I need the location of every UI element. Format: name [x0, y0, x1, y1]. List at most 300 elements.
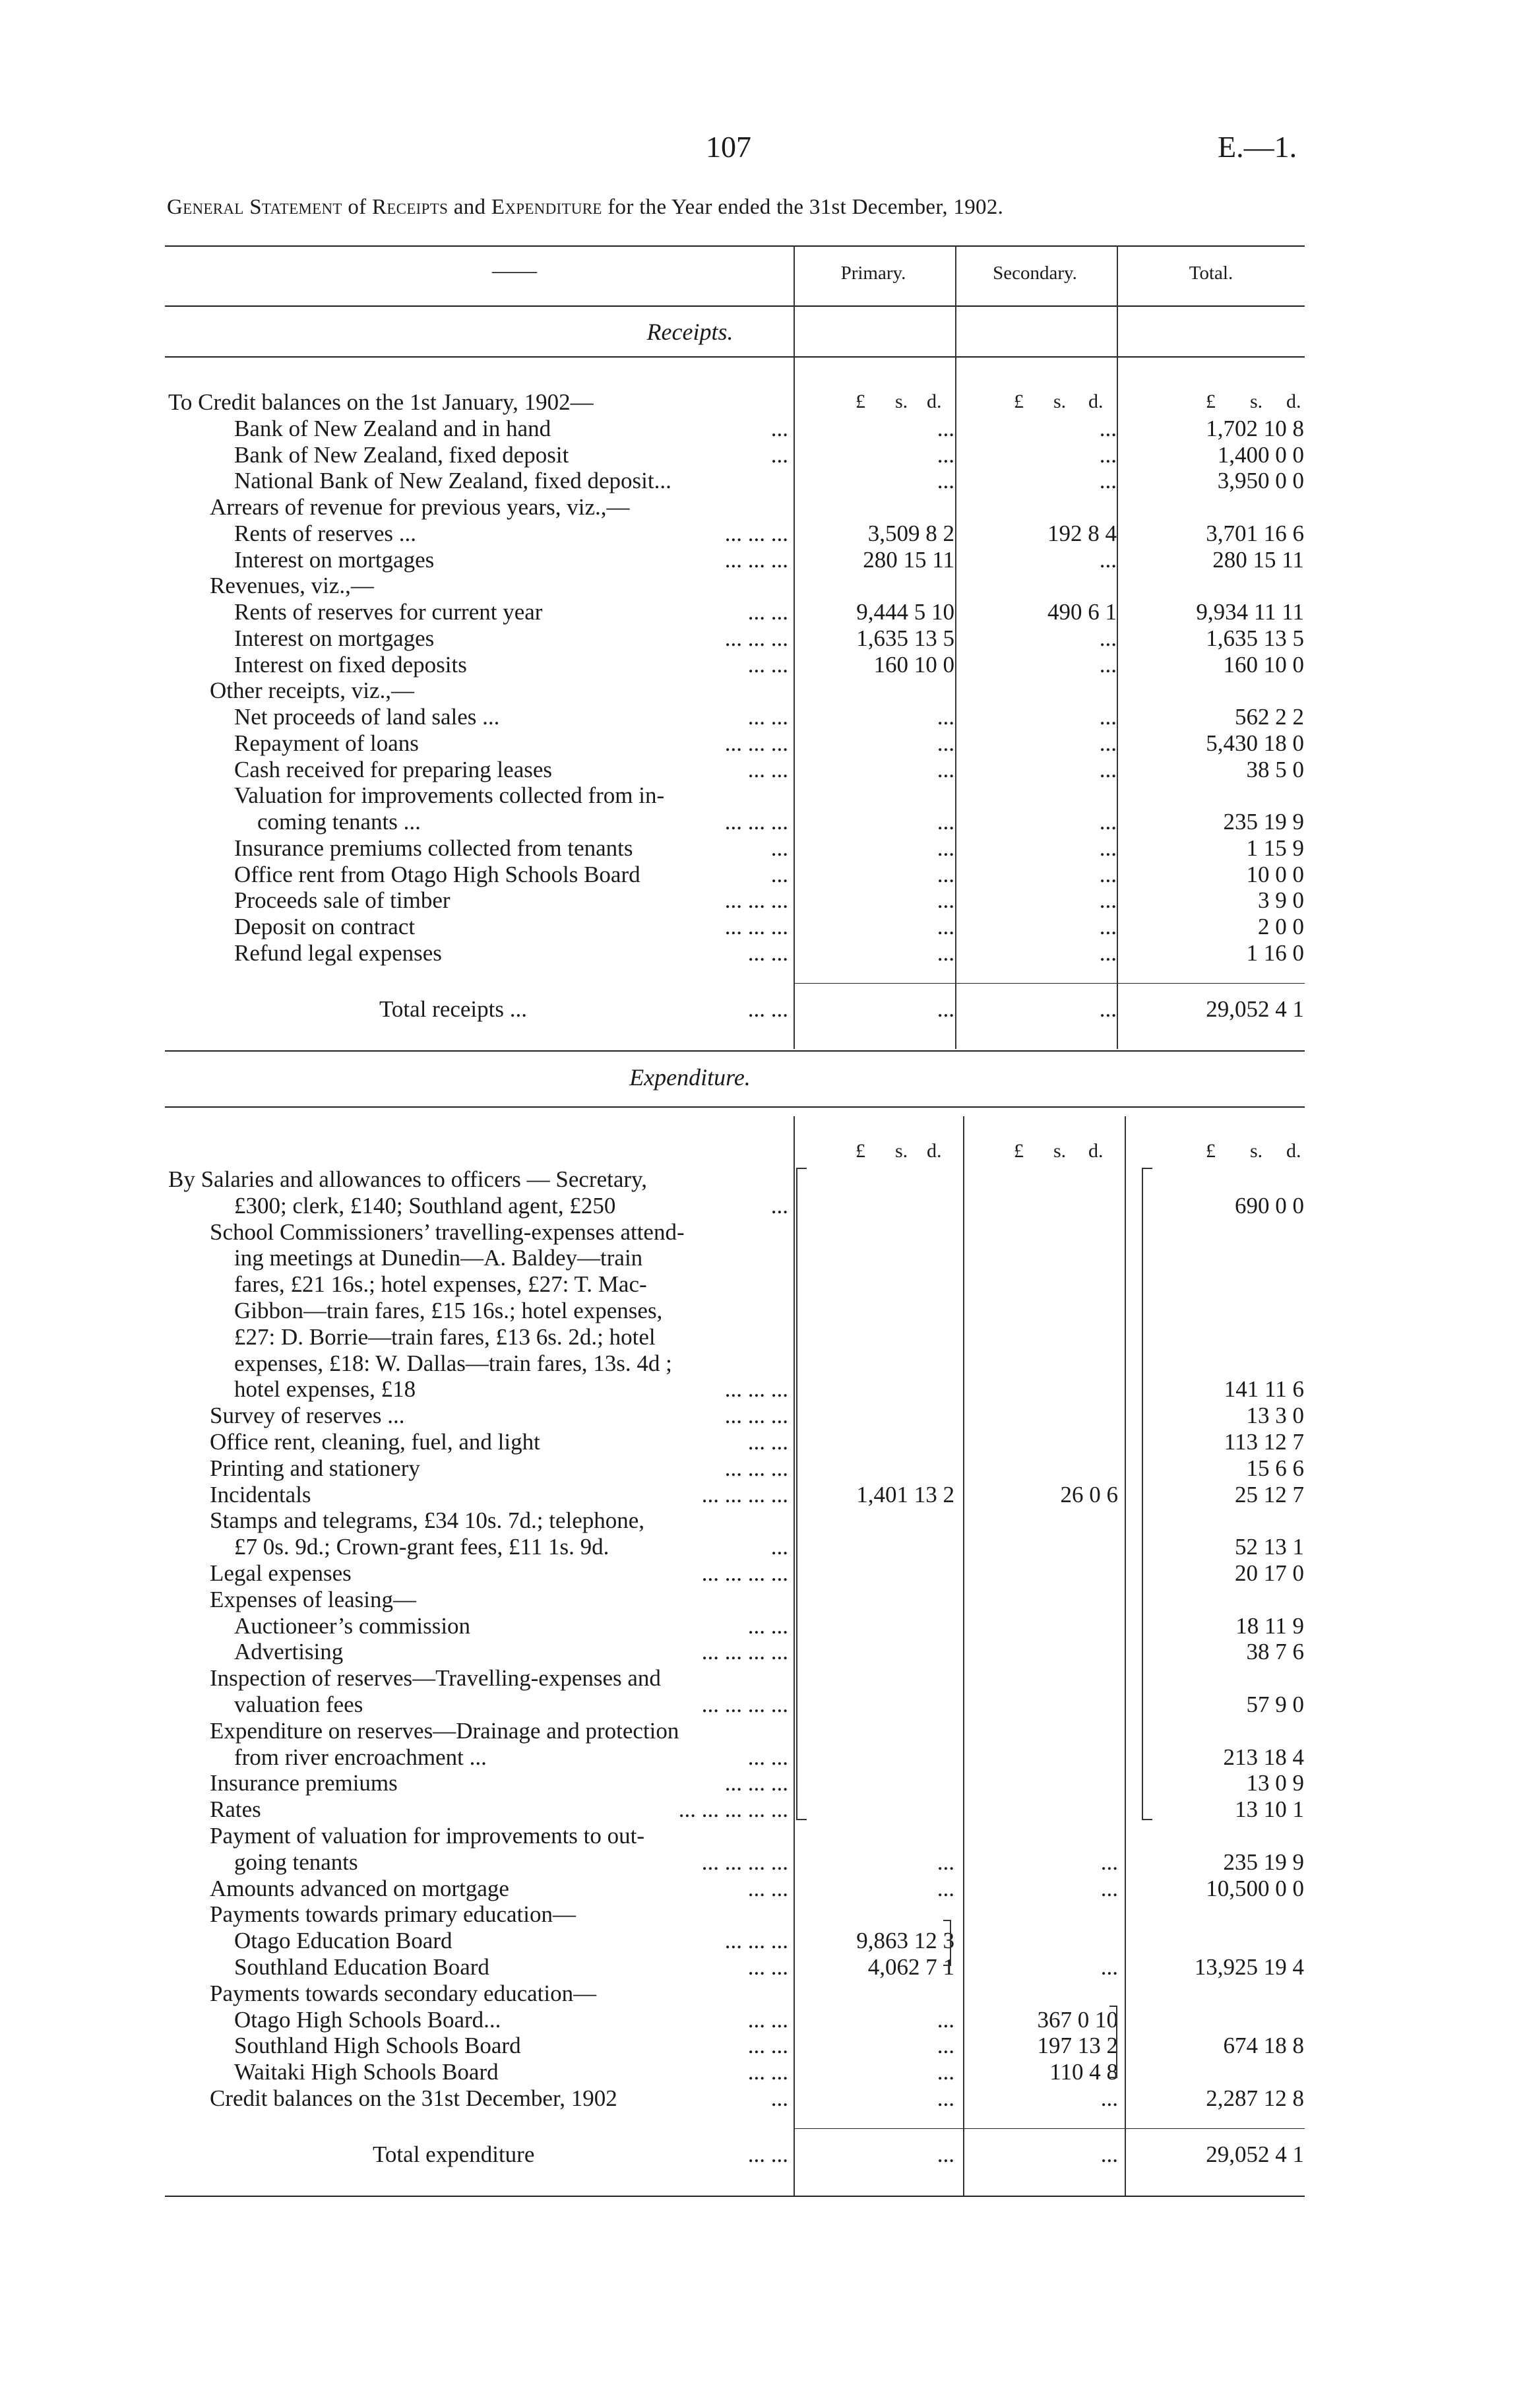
table-bottom-rule	[165, 2196, 1305, 2197]
primary-group-brace	[796, 1168, 807, 1820]
secondary-amount: ...	[1099, 468, 1117, 494]
total-amount: 3,950 0 0	[1217, 468, 1304, 494]
title-word: Expenditure	[491, 195, 602, 219]
receipts-unit-label: d.	[927, 391, 942, 412]
expenditure-unit-label: d.	[1286, 1140, 1301, 1162]
leader-dots: ... ...	[747, 704, 788, 730]
total-amount: 235 19 9	[1223, 1849, 1304, 1875]
row-label: Repayment of loans	[234, 730, 419, 756]
total-amount: 13 0 9	[1246, 1770, 1304, 1796]
row-label: Rents of reserves for current year	[234, 599, 543, 625]
leader-dots: ... ... ...	[724, 809, 788, 835]
column-rule-total-receipts	[1117, 245, 1118, 1049]
row-label: Gibbon—train fares, £15 16s.; hotel expenses,	[234, 1298, 663, 1323]
total-amount: 3,701 16 6	[1206, 520, 1304, 546]
leader-dots: ... ...	[747, 2141, 788, 2167]
leader-dots: ...	[770, 441, 788, 468]
expenditure-heading-rule	[165, 1106, 1305, 1108]
table-row	[0, 1193, 1527, 1219]
total-amount: 20 17 0	[1235, 1560, 1304, 1586]
table-row	[0, 468, 1527, 494]
secondary-amount: ...	[1099, 861, 1117, 887]
leader-dots: ... ...	[747, 939, 788, 966]
leader-dots: ... ...	[747, 2033, 788, 2059]
secondary-amount: ...	[1099, 704, 1117, 730]
row-label: Other receipts, viz.,—	[210, 678, 415, 704]
primary-amount: 4,062 7 1	[867, 1954, 954, 1980]
row-label: expenses, £18: W. Dallas—train fares, 13s. 4d ;	[234, 1350, 672, 1376]
total-amount: 141 11 6	[1224, 1376, 1304, 1403]
row-label: Rates	[210, 1796, 261, 1823]
total-amount: 1 16 0	[1246, 939, 1304, 966]
table-row	[0, 1219, 1527, 1246]
table-row	[0, 521, 1527, 547]
row-label: Legal expenses	[210, 1560, 352, 1586]
leader-dots: ... ...	[747, 756, 788, 782]
row-label: School Commissioners’ travelling-expenses attend-	[210, 1219, 685, 1245]
secondary-amount: 490 6 1	[1047, 599, 1117, 625]
secondary-total: ...	[1100, 2141, 1118, 2167]
total-amount: 1 15 9	[1246, 835, 1304, 861]
header-rule	[165, 305, 1305, 307]
table-row	[0, 625, 1527, 652]
receipts-unit-label: £	[1014, 391, 1024, 412]
table-row	[0, 914, 1527, 940]
secondary-amount: 192 8 4	[1047, 520, 1117, 546]
total-amount: 1,635 13 5	[1206, 625, 1304, 651]
primary-amount: ...	[937, 2033, 954, 2059]
primary-amount: 1,635 13 5	[856, 625, 954, 651]
total-amount: 38 7 6	[1246, 1639, 1304, 1665]
table-row	[0, 2059, 1527, 2085]
receipts-end-rule	[165, 1050, 1305, 1052]
row-label: By Salaries and allowances to officers — Secretary,	[168, 1166, 647, 1192]
secondary-amount: ...	[1099, 756, 1117, 782]
leader-dots: ... ... ... ...	[701, 1639, 788, 1665]
leader-dots: ... ... ...	[724, 1376, 788, 1403]
secondary-amount: 110 4 8	[1049, 2059, 1118, 2085]
primary-amount: 1,401 13 2	[856, 1481, 954, 1507]
primary-amount: ...	[937, 861, 954, 887]
total-row	[0, 996, 1527, 1023]
secondary-amount: ...	[1099, 415, 1117, 441]
table-row	[0, 1980, 1527, 2007]
leader-dots: ... ...	[747, 1612, 788, 1639]
blank-column-header: ——	[492, 259, 537, 283]
table-row	[0, 940, 1527, 966]
table-row	[0, 1298, 1527, 1324]
primary-amount: ...	[937, 809, 954, 835]
receipts-unit-label: s.	[1250, 391, 1263, 412]
secondary-amount: ...	[1099, 441, 1117, 468]
total-amount: 113 12 7	[1224, 1429, 1304, 1455]
leader-dots: ... ... ... ...	[701, 1849, 788, 1875]
total-amount: 13 10 1	[1235, 1796, 1304, 1823]
row-label: Otago High Schools Board...	[234, 2006, 501, 2033]
primary-total: ...	[937, 2141, 954, 2167]
table-row	[0, 1560, 1527, 1587]
secondary-amount: 197 13 2	[1037, 2033, 1118, 2059]
row-label: Otago Education Board	[234, 1928, 452, 1954]
table-row	[0, 1823, 1527, 1849]
leader-dots: ...	[770, 1534, 788, 1560]
leader-dots: ... ... ...	[724, 1928, 788, 1954]
row-label: Interest on mortgages	[234, 546, 435, 573]
row-label: Payments towards primary education—	[210, 1901, 577, 1928]
grand-total: 29,052 4 1	[1206, 996, 1304, 1022]
leader-dots: ... ...	[747, 996, 788, 1022]
leader-dots: ... ... ...	[724, 520, 788, 546]
leader-dots: ... ... ... ...	[701, 1560, 788, 1586]
total-amount: 57 9 0	[1246, 1692, 1304, 1717]
table-row	[0, 1403, 1527, 1429]
row-label: Bank of New Zealand, fixed deposit	[234, 441, 569, 468]
total-amount: 690 0 0	[1235, 1192, 1304, 1219]
table-row	[0, 1507, 1527, 1534]
table-row	[0, 547, 1527, 573]
table-row	[0, 2007, 1527, 2033]
total-label: Total receipts ...	[379, 996, 527, 1022]
table-row	[0, 678, 1527, 704]
total-amount: 1,702 10 8	[1206, 415, 1304, 441]
table-row	[0, 1455, 1527, 1482]
leader-dots: ... ...	[747, 651, 788, 678]
table-row	[0, 573, 1527, 599]
secondary-amount: ...	[1099, 887, 1117, 914]
table-row	[0, 1692, 1527, 1718]
statement-title	[167, 195, 1003, 220]
row-label: Valuation for improvements collected from in-	[234, 782, 665, 809]
expenditure-unit-label: £	[856, 1140, 865, 1162]
table-row	[0, 1482, 1527, 1508]
secondary-amount: 26 0 6	[1060, 1481, 1118, 1507]
column-rule-secondary-receipts	[955, 245, 956, 1049]
table-row	[0, 1587, 1527, 1613]
row-label: Payments towards secondary education—	[210, 1980, 597, 2006]
table-row	[0, 835, 1527, 862]
row-label: £27: D. Borrie—train fares, £13 6s. 2d.; hotel	[234, 1323, 656, 1350]
secondary-amount: ...	[1099, 546, 1117, 573]
table-row	[0, 389, 1527, 416]
total-amount: 2 0 0	[1258, 914, 1304, 939]
primary-amount: ...	[937, 887, 954, 914]
primary-amount: ...	[937, 730, 954, 756]
primary-amount: ...	[937, 1875, 954, 1901]
row-label: Southland High Schools Board	[234, 2033, 521, 2059]
total-amount: 10,500 0 0	[1206, 1875, 1304, 1901]
table-row	[0, 1639, 1527, 1665]
primary-amount: ...	[937, 415, 954, 441]
leader-dots: ... ...	[747, 1429, 788, 1455]
table-row	[0, 1718, 1527, 1744]
table-row	[0, 1376, 1527, 1403]
secondary-amount: ...	[1099, 914, 1117, 939]
leader-dots: ...	[770, 415, 788, 441]
parliamentary-paper-code: E.—1.	[1218, 130, 1297, 164]
leader-dots: ... ... ...	[724, 1403, 788, 1429]
expenditure-unit-label: d.	[1088, 1140, 1104, 1162]
expenditure-heading: Expenditure.	[629, 1064, 751, 1091]
row-label: coming tenants ...	[257, 809, 421, 835]
total-amount: 2,287 12 8	[1206, 2085, 1304, 2111]
row-label: National Bank of New Zealand, fixed deposit...	[234, 468, 671, 494]
table-row	[0, 1429, 1527, 1455]
leader-dots: ... ... ...	[724, 730, 788, 756]
leader-dots: ... ...	[747, 2059, 788, 2085]
primary-amount: ...	[937, 441, 954, 468]
table-row	[0, 599, 1527, 625]
leader-dots: ...	[770, 2085, 788, 2111]
grand-total: 29,052 4 1	[1206, 2141, 1304, 2167]
table-row	[0, 782, 1527, 809]
total-amount: 18 11 9	[1235, 1612, 1304, 1639]
total-row	[0, 2141, 1527, 2168]
table-row	[0, 1166, 1527, 1193]
secondary-amount: ...	[1099, 939, 1117, 966]
secondary-total: ...	[1099, 996, 1117, 1022]
row-label: £300; clerk, £140; Southland agent, £250	[234, 1192, 616, 1219]
expenditure-unit-label: s.	[1250, 1140, 1263, 1162]
total-amount: 3 9 0	[1258, 887, 1304, 914]
column-rule-total-expenditure	[1125, 1116, 1126, 2196]
receipts-unit-label: s.	[895, 391, 908, 412]
table-row	[0, 1271, 1527, 1298]
receipts-unit-label: £	[856, 391, 865, 412]
table-row	[0, 1849, 1527, 1876]
total-amount: 674 18 8	[1223, 2033, 1304, 2059]
primary-amount: 9,863 12 3	[856, 1928, 954, 1954]
row-label: Advertising	[234, 1639, 344, 1665]
column-rule-secondary-expenditure	[963, 1116, 964, 2196]
receipts-unit-label: £	[1206, 391, 1216, 412]
expenditure-unit-label: d.	[927, 1140, 942, 1162]
row-label: Interest on fixed deposits	[234, 651, 467, 678]
row-label: Southland Education Board	[234, 1954, 489, 1980]
row-label: Cash received for preparing leases	[234, 756, 553, 782]
title-word: and	[453, 195, 486, 219]
primary-amount: 3,509 8 2	[867, 520, 954, 546]
primary-amount: 9,444 5 10	[856, 599, 954, 625]
secondary-amount: ...	[1100, 1954, 1118, 1980]
table-top-rule	[165, 245, 1305, 247]
secondary-amount: ...	[1099, 730, 1117, 756]
table-row	[0, 809, 1527, 835]
row-label: Refund legal expenses	[234, 939, 442, 966]
leader-dots: ... ...	[747, 1744, 788, 1770]
primary-amount: ...	[937, 704, 954, 730]
row-label: Credit balances on the 31st December, 1902	[210, 2085, 617, 2111]
total-amount: 25 12 7	[1235, 1481, 1304, 1507]
leader-dots: ... ... ... ... ...	[678, 1796, 788, 1823]
table-row	[0, 1665, 1527, 1692]
total-amount: 235 19 9	[1223, 809, 1304, 835]
leader-dots: ... ...	[747, 1954, 788, 1980]
row-label: Proceeds sale of timber	[234, 887, 451, 914]
row-label: Survey of reserves ...	[210, 1403, 405, 1429]
primary-amount: ...	[937, 1849, 954, 1875]
title-word: Receipts	[372, 195, 449, 219]
table-row	[0, 1928, 1527, 1954]
row-label: valuation fees	[234, 1692, 363, 1717]
leader-dots: ...	[770, 861, 788, 887]
row-label: Inspection of reserves—Travelling-expenses and	[210, 1665, 661, 1692]
total-amount: 9,934 11 11	[1196, 599, 1304, 625]
total-amount: 15 6 6	[1246, 1455, 1304, 1481]
row-label: Insurance premiums collected from tenants	[234, 835, 633, 861]
table-row	[0, 442, 1527, 468]
table-row	[0, 1350, 1527, 1377]
row-label: Bank of New Zealand and in hand	[234, 415, 551, 441]
secondary-amount: 367 0 10	[1037, 2006, 1118, 2033]
leader-dots: ... ... ...	[724, 1770, 788, 1796]
row-label: To Credit balances on the 1st January, 1902—	[168, 389, 594, 415]
table-row	[0, 494, 1527, 521]
row-label: £7 0s. 9d.; Crown-grant fees, £11 1s. 9d.	[234, 1534, 609, 1560]
row-label: Interest on mortgages	[234, 625, 435, 651]
total-amount: 562 2 2	[1235, 704, 1304, 730]
row-label: Amounts advanced on mortgage	[210, 1875, 509, 1901]
row-label: Payment of valuation for improvements to out-	[210, 1823, 645, 1849]
table-row	[0, 1613, 1527, 1639]
title-word: Statement	[249, 195, 342, 219]
primary-amount: 280 15 11	[863, 546, 954, 573]
table-row	[0, 730, 1527, 757]
primary-amount: ...	[937, 914, 954, 939]
expenditure-unit-label: £	[1206, 1140, 1216, 1162]
row-label: Rents of reserves ...	[234, 520, 417, 546]
total-label: Total expenditure	[373, 2141, 535, 2167]
leader-dots: ... ...	[747, 1875, 788, 1901]
table-row	[0, 757, 1527, 783]
secondary-amount: ...	[1099, 651, 1117, 678]
leader-dots: ... ...	[747, 599, 788, 625]
expenditure-unit-label: £	[1014, 1140, 1024, 1162]
secondary-column-header: Secondary.	[993, 263, 1077, 284]
primary-amount: ...	[937, 835, 954, 861]
table-row	[0, 2085, 1527, 2112]
total-amount: 5,430 18 0	[1206, 730, 1304, 756]
leader-dots: ... ... ...	[724, 625, 788, 651]
leader-dots: ... ... ... ...	[701, 1692, 788, 1717]
table-row	[0, 1744, 1527, 1771]
total-amount: 52 13 1	[1235, 1534, 1304, 1560]
expenditure-unit-label: s.	[895, 1140, 908, 1162]
row-label: hotel expenses, £18	[234, 1376, 416, 1403]
table-row	[0, 1245, 1527, 1271]
primary-amount: ...	[937, 468, 954, 494]
secondary-amount: ...	[1100, 1849, 1118, 1875]
primary-amount: ...	[937, 939, 954, 966]
row-label: Net proceeds of land sales ...	[234, 704, 500, 730]
row-label: Office rent, cleaning, fuel, and light	[210, 1429, 540, 1455]
table-row	[0, 1876, 1527, 1902]
table-row	[0, 1954, 1527, 1980]
title-rest: for the Year ended the 31st December, 1902.	[608, 195, 1004, 219]
row-label: from river encroachment ...	[234, 1744, 487, 1770]
row-label: Stamps and telegrams, £34 10s. 7d.; telephone,	[210, 1507, 645, 1534]
total-amount: 13 3 0	[1246, 1403, 1304, 1429]
primary-column-header: Primary.	[840, 263, 906, 284]
primary-amount: ...	[937, 2085, 954, 2111]
row-label: Incidentals	[210, 1481, 311, 1507]
table-row	[0, 652, 1527, 678]
row-label: Expenses of leasing—	[210, 1586, 416, 1612]
primary-amount: 160 10 0	[873, 651, 954, 678]
table-row	[0, 1770, 1527, 1796]
row-label: Auctioneer’s commission	[234, 1612, 471, 1639]
row-label: Arrears of revenue for previous years, viz.,—	[210, 494, 630, 520]
receipts-heading-rule	[165, 356, 1305, 358]
title-word: General	[167, 195, 244, 219]
table-row	[0, 1796, 1527, 1823]
table-row	[0, 862, 1527, 888]
primary-amount: ...	[937, 2006, 954, 2033]
receipts-heading: Receipts.	[646, 319, 733, 345]
row-label: fares, £21 16s.; hotel expenses, £27: T. Mac-	[234, 1271, 647, 1298]
column-rule-primary-expenditure	[794, 1116, 795, 2196]
table-row	[0, 704, 1527, 730]
secondary-amount: ...	[1100, 2085, 1118, 2111]
total-amount: 160 10 0	[1223, 651, 1304, 678]
total-amount: 213 18 4	[1223, 1744, 1304, 1770]
title-word: of	[348, 195, 367, 219]
primary-education-brace	[943, 1920, 951, 1966]
table-row	[0, 887, 1527, 914]
secondary-amount: ...	[1099, 835, 1117, 861]
receipts-unit-label: s.	[1053, 391, 1067, 412]
expenditure-unit-label: s.	[1053, 1140, 1067, 1162]
secondary-education-brace	[1109, 2006, 1117, 2078]
total-amount: 38 5 0	[1246, 756, 1304, 782]
row-label: Office rent from Otago High Schools Board	[234, 861, 640, 887]
page-number: 107	[706, 130, 751, 164]
leader-dots: ... ... ...	[724, 546, 788, 573]
row-label: Printing and stationery	[210, 1455, 420, 1481]
row-label: going tenants	[234, 1849, 358, 1875]
primary-amount: ...	[937, 756, 954, 782]
total-column-header: Total.	[1189, 263, 1233, 284]
secondary-amount: ...	[1100, 1875, 1118, 1901]
leader-dots: ... ... ...	[724, 887, 788, 914]
leader-dots: ... ...	[747, 2006, 788, 2033]
total-amount: 280 15 11	[1212, 546, 1304, 573]
total-amount: 1,400 0 0	[1217, 441, 1304, 468]
leader-dots: ... ... ...	[724, 914, 788, 939]
leader-dots: ... ... ...	[724, 1455, 788, 1481]
total-rule	[794, 2128, 1305, 2129]
total-rule	[794, 983, 1305, 984]
row-label: Waitaki High Schools Board	[234, 2059, 499, 2085]
secondary-amount: ...	[1099, 809, 1117, 835]
leader-dots: ...	[770, 835, 788, 861]
leader-dots: ... ... ... ...	[701, 1481, 788, 1507]
secondary-amount: ...	[1099, 625, 1117, 651]
table-row	[0, 1324, 1527, 1350]
table-row	[0, 1901, 1527, 1928]
receipts-unit-label: d.	[1088, 391, 1104, 412]
row-label: Insurance premiums	[210, 1770, 398, 1796]
receipts-unit-label: d.	[1286, 391, 1301, 412]
total-group-brace	[1142, 1168, 1152, 1820]
table-row	[0, 2033, 1527, 2059]
row-label: Revenues, viz.,—	[210, 573, 374, 599]
table-row	[0, 416, 1527, 442]
column-rule-primary-receipts	[794, 245, 795, 1049]
row-label: Deposit on contract	[234, 914, 416, 939]
row-label: ing meetings at Dunedin—A. Baldey—train	[234, 1245, 643, 1271]
total-amount: 13,925 19 4	[1194, 1954, 1304, 1980]
total-amount: 10 0 0	[1246, 861, 1304, 887]
